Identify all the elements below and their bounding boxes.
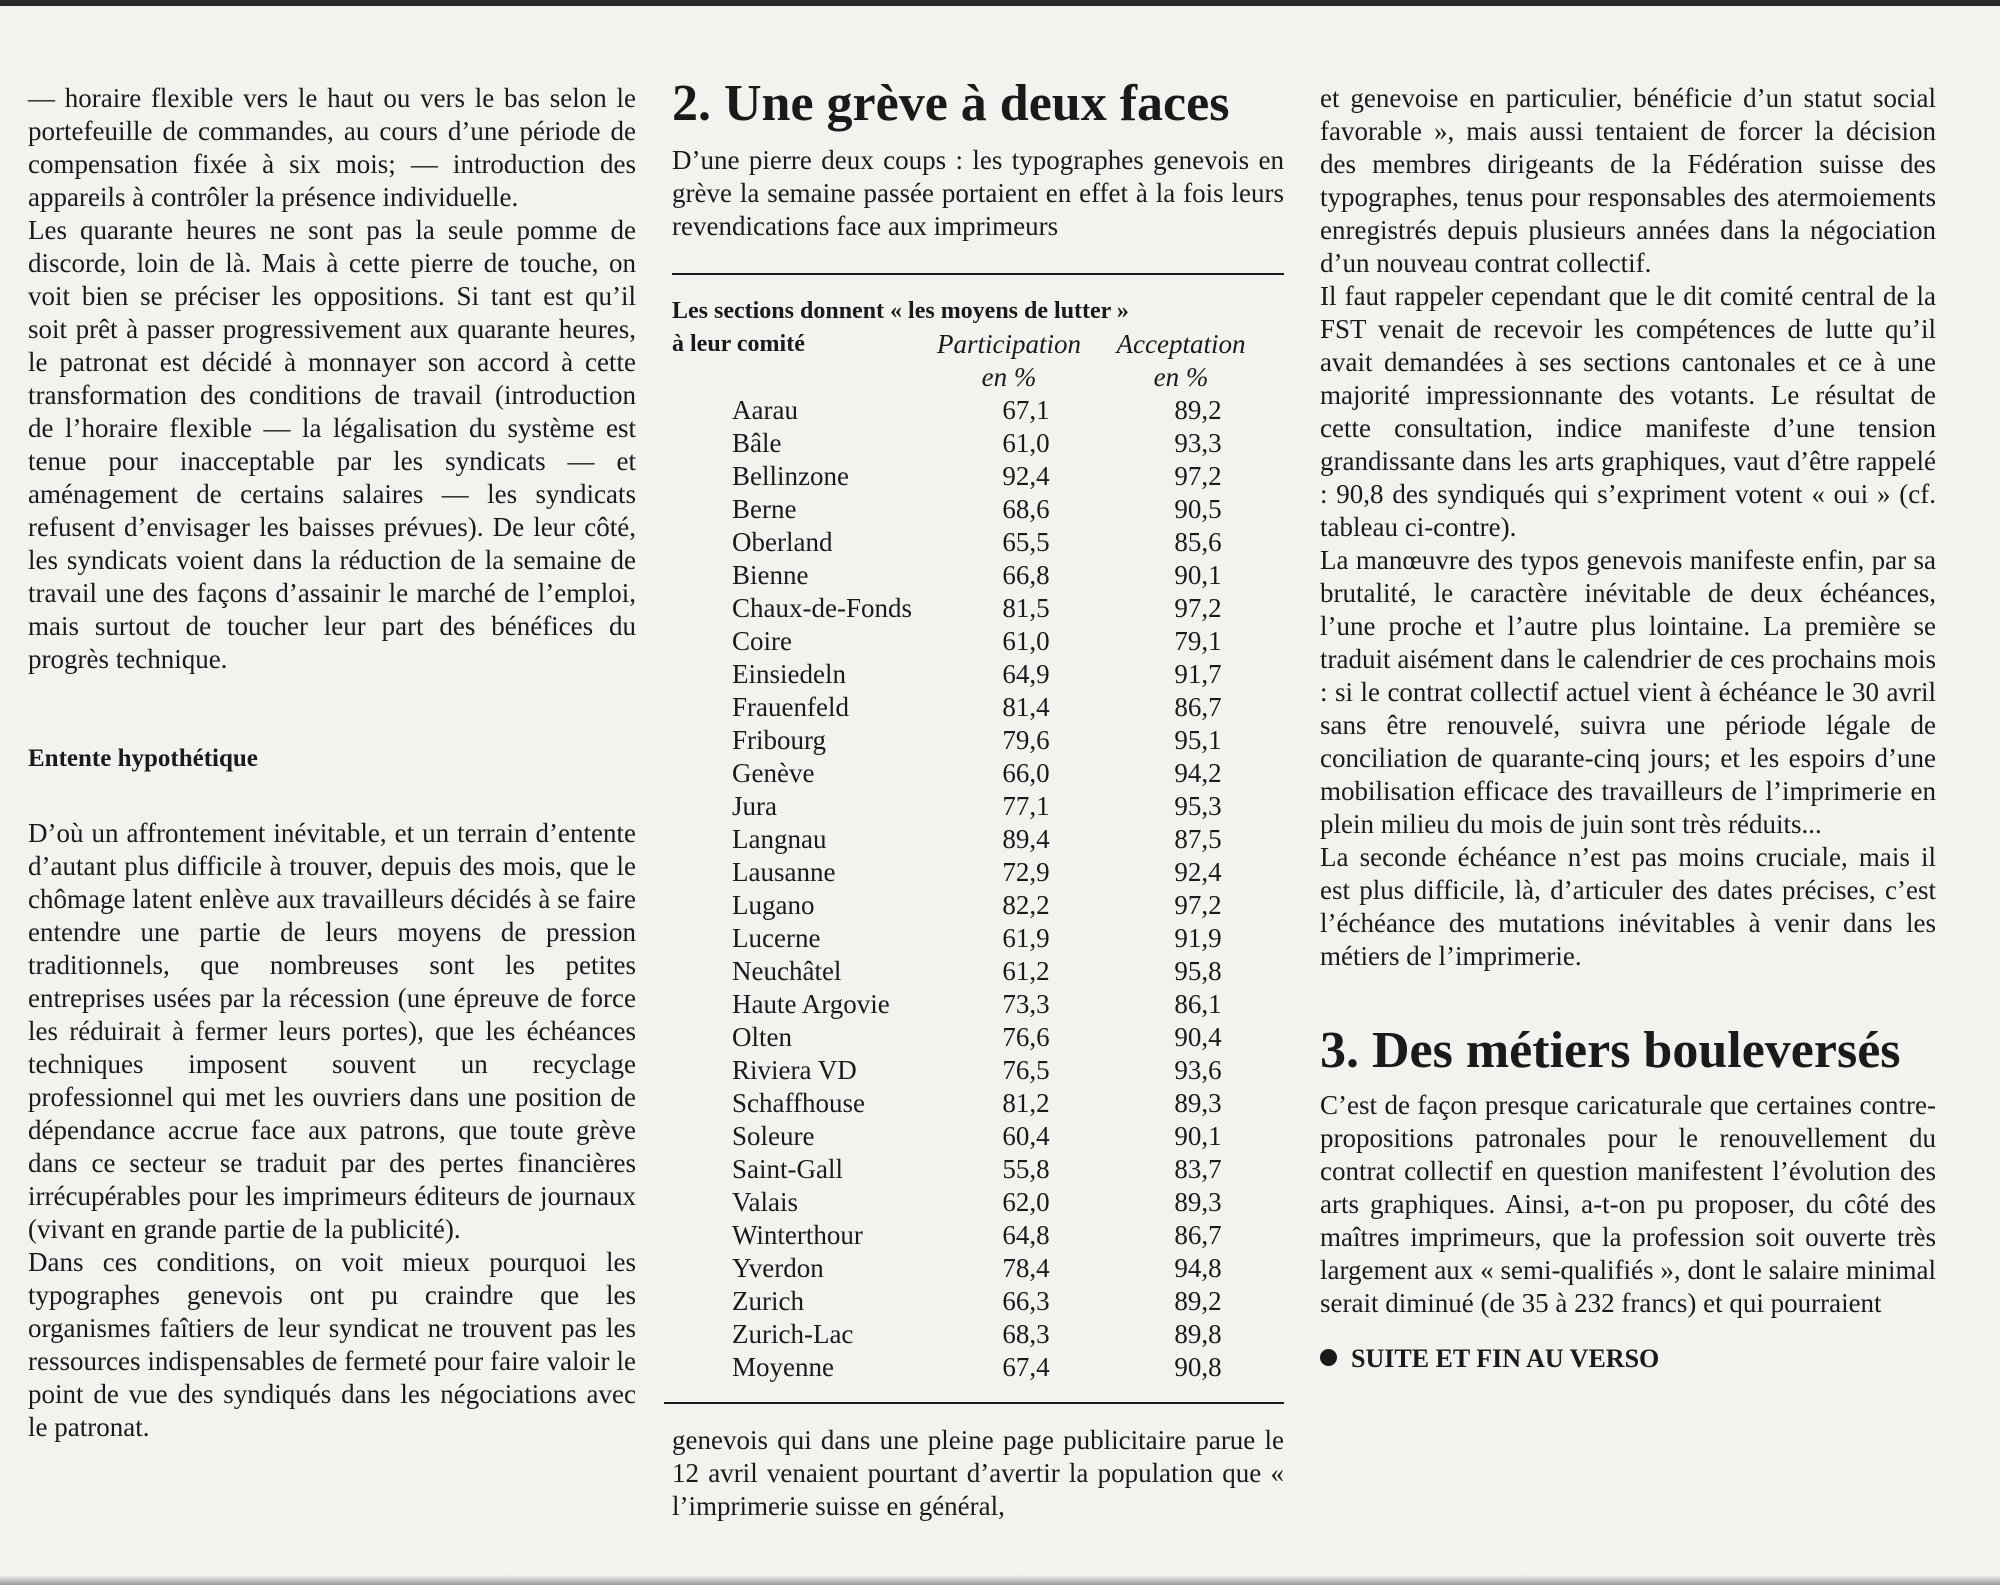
acceptation-value: 97,2 [1174,461,1222,491]
continued-note [1320,1342,1936,1375]
acceptation-value: 90,1 [1174,560,1222,590]
table-row [732,1285,1284,1318]
section-name: Soleure [732,1121,815,1151]
table-row [732,1153,1284,1186]
col3-paragraph-1: et genevoise en particulier, bénéficie d’un statut social favorable », mais aussi tentaient de forcer la décision des membres dirigeants de la Fédération suisse des typographes, tenus pour responsables des atermoiements enregistrés depuis plusieurs années dans la négociation d’un nouveau contrat collectif. [1320,83,1936,278]
section-name: Moyenne [732,1352,834,1382]
table-title-line-2: à leur comité [672,331,805,357]
table-row [732,1021,1284,1054]
column-2 [672,75,1284,1523]
vote-table-body [732,394,1284,1384]
section-name: Valais [732,1187,798,1217]
acceptation-value: 93,6 [1174,1055,1222,1085]
section-name: Riviera VD [732,1055,857,1085]
acceptation-value: 89,3 [1174,1088,1222,1118]
section-name: Saint-Gall [732,1154,843,1184]
acceptation-value: 97,2 [1174,890,1222,920]
col3-paragraph-4: La seconde échéance n’est pas moins cruciale, mais il est plus difficile, là, d’articuler des dates précises, c’est l’échéance des mutations inévitables à venir dans les métiers de l’imprimerie. [1320,842,1936,971]
participation-value: 64,8 [1002,1220,1050,1250]
participation-value: 81,5 [1002,593,1050,623]
acceptation-value: 89,3 [1174,1187,1222,1217]
participation-value: 66,8 [1002,560,1050,590]
section-name: Zurich [732,1286,804,1316]
section-name: Aarau [732,395,798,425]
col1-paragraph-3: D’où un affrontement inévitable, et un terrain d’entente d’autant plus difficile à trouver, depuis des mois, que le chômage latent enlève aux travailleurs décidés à se faire entendre une partie de leurs moyens de pression traditionnels, que nombreuses sont les petites entreprises usées par la récession (une épreuve de force les réduirait à fermer leurs portes), que les échéances techniques imposent souvent un recyclage professionnel qui met les ouvriers dans une position de dépendance accrue face aux patrons, que toute grève dans ce secteur se traduit par des pertes financières irrécupérables pour les imprimeurs éditeurs de journaux (vivant en grande partie de la publicité). [28,818,636,1244]
table-row [732,757,1284,790]
participation-value: 79,6 [1002,725,1050,755]
header-acceptation [1096,328,1266,394]
table-row [732,427,1284,460]
vote-table [672,295,1284,1384]
table-row [732,691,1284,724]
participation-value: 62,0 [1002,1187,1050,1217]
section-name: Frauenfeld [732,692,849,722]
participation-value: 67,1 [1002,395,1050,425]
table-row [732,823,1284,856]
header-participation-label: Participation [937,329,1081,359]
acceptation-value: 90,4 [1174,1022,1222,1052]
acceptation-value: 92,4 [1174,857,1222,887]
table-top-rule [672,273,1284,275]
section-name: Olten [732,1022,792,1052]
table-row [732,592,1284,625]
table-row [732,559,1284,592]
col3-paragraph-2: Il faut rappeler cependant que le dit comité central de la FST venait de recevoir les compétences de lutte qu’il avait demandées à ses sections cantonales et ce à une majorité impressionnante des votants. Le résultat de cette consultation, indice manifeste d’une tension grandissante dans les arts graphiques, vaut d’être rappelé : 90,8 des syndiqués qui s’expriment votent « oui » (cf. tableau ci-contre). [1320,281,1936,542]
acceptation-value: 95,1 [1174,725,1222,755]
acceptation-value: 93,3 [1174,428,1222,458]
col2-intro: D’une pierre deux coups : les typographes genevois en grève la semaine passée portaient en effet à la fois leurs revendications face aux imprimeurs [672,145,1284,241]
participation-value: 55,8 [1002,1154,1050,1184]
section-name: Oberland [732,527,833,557]
acceptation-value: 89,8 [1174,1319,1222,1349]
acceptation-value: 83,7 [1174,1154,1222,1184]
acceptation-value: 89,2 [1174,1286,1222,1316]
section-name: Bienne [732,560,809,590]
section-name: Langnau [732,824,827,854]
participation-value: 81,2 [1002,1088,1050,1118]
table-row [732,394,1284,427]
header-acceptation-label: Acceptation [1116,329,1246,359]
participation-value: 76,5 [1002,1055,1050,1085]
section-name: Lucerne [732,923,821,953]
section-name: Fribourg [732,725,827,755]
acceptation-value: 85,6 [1174,527,1222,557]
subheading-entente: Entente hypothétique [28,745,258,772]
column-3 [1320,82,1936,1375]
header-participation-unit: en % [981,362,1037,392]
table-row [732,724,1284,757]
acceptation-value: 86,7 [1174,1220,1222,1250]
participation-value: 65,5 [1002,527,1050,557]
column-1 [28,82,636,1444]
section-name: Berne [732,494,797,524]
section-name: Lausanne [732,857,836,887]
table-bottom-rule [664,1402,1284,1404]
section-name: Bellinzone [732,461,849,491]
table-row [732,658,1284,691]
acceptation-value: 90,5 [1174,494,1222,524]
acceptation-value: 91,9 [1174,923,1222,953]
table-header [672,328,1284,394]
section-name: Neuchâtel [732,956,842,986]
participation-value: 61,0 [1002,626,1050,656]
participation-value: 77,1 [1002,791,1050,821]
bottom-edge-shadow [0,1575,2000,1585]
table-row [732,1252,1284,1285]
table-row [732,460,1284,493]
table-row [732,1054,1284,1087]
table-row [732,790,1284,823]
section-name: Genève [732,758,815,788]
participation-value: 66,0 [1002,758,1050,788]
bullet-icon [1320,1349,1337,1366]
participation-value: 66,3 [1002,1286,1050,1316]
participation-value: 67,4 [1002,1352,1050,1382]
section-name: Zurich-Lac [732,1319,854,1349]
participation-value: 89,4 [1002,824,1050,854]
participation-value: 76,6 [1002,1022,1050,1052]
header-participation [924,328,1094,394]
section-name: Bâle [732,428,782,458]
acceptation-value: 95,8 [1174,956,1222,986]
acceptation-value: 91,7 [1174,659,1222,689]
table-row [732,526,1284,559]
acceptation-value: 97,2 [1174,593,1222,623]
participation-value: 61,0 [1002,428,1050,458]
col3-paragraph-5: C’est de façon presque caricaturale que certaines contre-propositions patronales pour le renouvellement du contrat collectif en question manifestent l’évolution des arts graphiques. Ainsi, a-t-on pu proposer, du côté des maîtres imprimeurs, que la profession soit ouverte très largement aux « semi-qualifiés », dont le salaire minimal serait diminué (de 35 à 232 francs) et qui pourraient [1320,1090,1936,1318]
participation-value: 61,2 [1002,956,1050,986]
table-row [732,493,1284,526]
acceptation-value: 86,7 [1174,692,1222,722]
section-name: Schaffhouse [732,1088,865,1118]
col1-paragraph-1: — horaire flexible vers le haut ou vers le bas selon le portefeuille de commandes, au cours d’une période de compensation fixée à six mois; — introduction des appareils à contrôler la présence individuelle. [28,83,636,212]
section-name: Einsiedeln [732,659,846,689]
acceptation-value: 95,3 [1174,791,1222,821]
section-name: Lugano [732,890,815,920]
participation-value: 81,4 [1002,692,1050,722]
acceptation-value: 94,2 [1174,758,1222,788]
col2-paragraph-after: genevois qui dans une pleine page publicitaire parue le 12 avril venaient pourtant d’avertir la population que « l’imprimerie suisse en général, [672,1425,1284,1521]
table-row [732,1351,1284,1384]
table-row [732,988,1284,1021]
section-name: Chaux-de-Fonds [732,593,912,623]
table-row [732,922,1284,955]
table-row [732,1219,1284,1252]
section-2-heading: 2. Une grève à deux faces [672,75,1230,132]
acceptation-value: 86,1 [1174,989,1222,1019]
col1-paragraph-2: Les quarante heures ne sont pas la seule pomme de discorde, loin de là. Mais à cette pierre de touche, on voit bien se préciser les oppositions. Si tant est qu’il soit prêt à passer progressivement aux quarante heures, le patronat est décidé à monnayer son accord à cette transformation des conditions de travail (introduction de l’horaire flexible — la légalisation du système est tenue pour inacceptable par les syndicats — et aménagement de certains salaires — les syndicats refusent d’envisager les baisses prévues). De leur côté, les syndicats voient dans la réduction de la semaine de travail une des façons d’assainir le marché de l’emploi, mais surtout de toucher leur part des bénéfices du progrès technique. [28,215,636,674]
participation-value: 64,9 [1002,659,1050,689]
participation-value: 68,3 [1002,1319,1050,1349]
header-acceptation-unit: en % [1153,362,1209,392]
col3-paragraph-3: La manœuvre des typos genevois manifeste enfin, par sa brutalité, le caractère inévitable de deux échéances, l’une proche et l’autre plus lointaine. La première se traduit aisément dans le calendrier de ces prochains mois : si le contrat collectif actuel vient à échéance le 30 avril sans être renouvelé, suivra une période légale de conciliation de quarante-cinq jours; et les espoirs d’une mobilisation efficace des travailleurs de l’imprimerie en plein milieu du mois de juin sont très réduits... [1320,545,1936,839]
section-3-heading: 3. Des métiers bouleversés [1320,1022,1901,1079]
section-name: Coire [732,626,792,656]
section-name: Haute Argovie [732,989,890,1019]
table-row [732,889,1284,922]
table-title-line-1: Les sections donnent « les moyens de lutter » [672,298,1129,324]
section-name: Winterthour [732,1220,863,1250]
acceptation-value: 90,1 [1174,1121,1222,1151]
participation-value: 72,9 [1002,857,1050,887]
participation-value: 82,2 [1002,890,1050,920]
col1-paragraph-4: Dans ces conditions, on voit mieux pourquoi les typographes genevois ont pu craindre que les organismes faîtiers de leur syndicat ne trouvent pas les ressources indispensables de fermeté pour faire valoir le point de vue des syndiqués dans les négociations avec le patronat. [28,1247,636,1442]
table-row [732,625,1284,658]
continued-label: SUITE ET FIN AU VERSO [1351,1344,1660,1373]
participation-value: 73,3 [1002,989,1050,1019]
table-row [732,1120,1284,1153]
table-row [732,1186,1284,1219]
participation-value: 92,4 [1002,461,1050,491]
top-border-rule [0,0,2000,6]
acceptation-value: 89,2 [1174,395,1222,425]
acceptation-value: 94,8 [1174,1253,1222,1283]
acceptation-value: 87,5 [1174,824,1222,854]
participation-value: 61,9 [1002,923,1050,953]
acceptation-value: 90,8 [1174,1352,1222,1382]
table-row [732,955,1284,988]
table-row [732,856,1284,889]
participation-value: 60,4 [1002,1121,1050,1151]
section-name: Yverdon [732,1253,824,1283]
section-name: Jura [732,791,777,821]
table-row [732,1087,1284,1120]
participation-value: 68,6 [1002,494,1050,524]
acceptation-value: 79,1 [1174,626,1222,656]
table-row [732,1318,1284,1351]
participation-value: 78,4 [1002,1253,1050,1283]
